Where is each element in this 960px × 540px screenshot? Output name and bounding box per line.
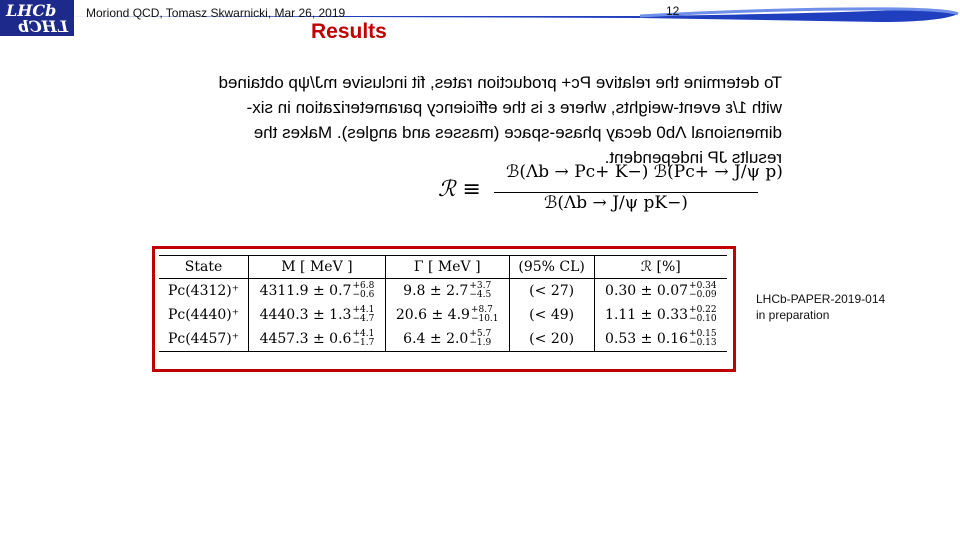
page-number: 12	[666, 4, 680, 18]
width-cell	[385, 279, 509, 304]
ratio-value: 0.30 ± 0.07	[605, 283, 689, 299]
cl-cell: (< 20)	[509, 327, 594, 352]
slide-title: Results	[311, 20, 387, 43]
width-value: 6.4 ± 2.0	[403, 331, 469, 347]
ratio-cell	[594, 327, 727, 352]
description-line: results JP independent.	[604, 148, 782, 167]
ratio-cell	[594, 279, 727, 304]
description-line: To determine the relative Pc+ production rates, fit inclusive mJ/ψp obtained	[218, 73, 782, 92]
cl-cell: (< 27)	[509, 279, 594, 304]
width-error: +5.7 −1.9	[469, 329, 492, 348]
table-header-row	[159, 256, 727, 279]
svg-text:LHCb: LHCb	[6, 1, 57, 20]
paper-status: in preparation	[756, 308, 830, 322]
width-error: +3.7 −4.5	[469, 281, 492, 300]
width-error: +8.7 −10.1	[470, 305, 499, 324]
formula-lhs: ℛ ≡	[438, 177, 481, 202]
ratio-error: +0.22 −0.10	[689, 305, 717, 324]
state-cell: Pc(4312)⁺	[167, 283, 240, 299]
svg-text:LHCb: LHCb	[17, 17, 68, 36]
ratio-formula	[436, 158, 783, 220]
footer-text: Moriond QCD, Tomasz Skwarnicki, Mar 26, 2019	[86, 6, 346, 20]
cl-cell: (< 49)	[509, 303, 594, 327]
description-line: with 1/ε event-weights, where ε is the efficiency parameterization in six-	[246, 98, 782, 117]
mass-value: 4440.3 ± 1.3	[259, 307, 352, 323]
formula-denominator: ℬ(Λb → J/ψ pK−)	[544, 193, 688, 213]
header-ratio: ℛ [%]	[594, 256, 727, 279]
width-value: 9.8 ± 2.7	[403, 283, 469, 299]
mass-error: +6.8 −0.6	[352, 281, 375, 300]
width-cell	[385, 327, 509, 352]
header-mass: M [ MeV ]	[249, 256, 386, 279]
mass-value: 4457.3 ± 0.6	[259, 331, 352, 347]
formula-numerator: ℬ(Λb → Pc+ K−) ℬ(Pc+ → J/ψ p)	[506, 162, 783, 182]
state-cell: Pc(4457)⁺	[159, 327, 249, 352]
ratio-value: 0.53 ± 0.16	[605, 331, 689, 347]
header-cl: (95% CL)	[509, 256, 594, 279]
header-state: State	[159, 256, 249, 279]
paper-reference	[756, 291, 885, 323]
ratio-error: +0.15 −0.13	[689, 329, 717, 348]
mirrored-description	[166, 70, 782, 170]
mass-cell	[249, 279, 386, 304]
mass-value: 4311.9 ± 0.7	[259, 283, 352, 299]
table-row	[159, 279, 727, 304]
mass-error: +4.1 −1.7	[352, 329, 375, 348]
results-table	[159, 255, 727, 352]
paper-id: LHCb-PAPER-2019-014	[756, 292, 886, 306]
width-cell	[385, 303, 509, 327]
table-row	[159, 327, 727, 352]
state-cell: Pc(4440)⁺	[167, 307, 240, 323]
ratio-error: +0.34 −0.09	[689, 281, 717, 300]
ratio-value: 1.11 ± 0.33	[605, 307, 689, 323]
description-line: dimensional Λb0 decay phase-space (masses and angles). Makes the	[253, 123, 782, 142]
mass-error: +4.1 −4.7	[352, 305, 375, 324]
width-value: 20.6 ± 4.9	[395, 307, 470, 323]
mass-cell	[249, 303, 386, 327]
ratio-cell	[594, 303, 727, 327]
header-width: Γ [ MeV ]	[385, 256, 509, 279]
results-table-frame	[152, 246, 736, 372]
table-row	[159, 303, 727, 327]
mass-cell	[249, 327, 386, 352]
lhcb-logo	[0, 0, 74, 36]
